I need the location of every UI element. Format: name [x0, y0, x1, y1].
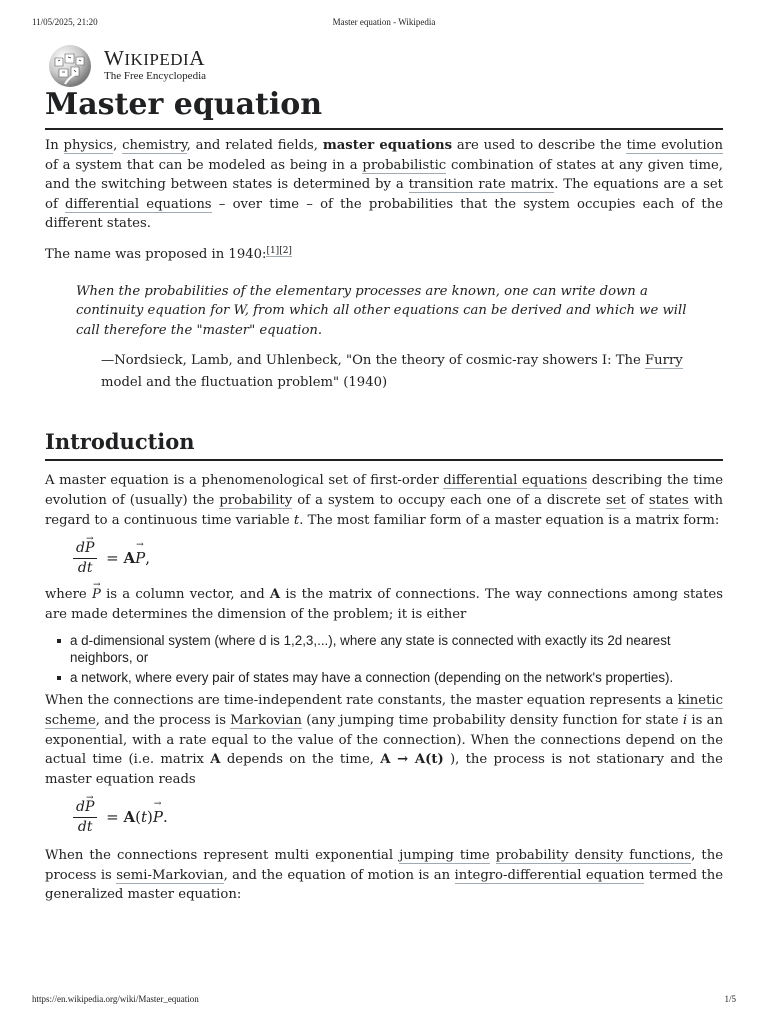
citation-refs — [266, 246, 292, 257]
link-differential-equations-2[interactable]: differential equations — [443, 473, 588, 489]
list-item: a d-dimensional system (where d is 1,2,3,...), where any state is connected with exactly its 2d nearest neighbors, or — [70, 632, 723, 666]
link-differential-equations[interactable]: differential equations — [65, 196, 212, 212]
equation-time-dependent: $\frac{d\to P}{dt}$ = A(t)→ P. — [73, 799, 723, 836]
article-content — [45, 40, 723, 905]
wikipedia-logo[interactable] — [45, 40, 723, 88]
list-item: a network, where every pair of states may have a connection (depending on the network's properties). — [70, 669, 723, 686]
blockquote — [76, 282, 692, 395]
citation-link-2[interactable]: [2] — [279, 245, 292, 256]
print-header — [32, 17, 736, 29]
wikipedia-globe-icon — [45, 44, 95, 88]
intro-paragraph-2: where → P is a column vector, and A is the matrix of connections. The way connections among states are made determines the dimension of the problem; it is either — [45, 585, 723, 624]
page-title: Master equation — [45, 86, 723, 130]
intro-paragraph-4: When the connections represent multi exponential jumping time probability density functions, the process is semi-Markovian, and the equation of motion is an integro-differential equation termed the generalized master equation: — [45, 848, 724, 903]
citation-link-1[interactable]: [1] — [266, 245, 280, 256]
link-probability[interactable]: probability — [219, 492, 293, 508]
print-page-number: 1/5 — [724, 994, 736, 1004]
quote-citation: —Nordsieck, Lamb, and Uhlenbeck, "On the theory of cosmic-ray showers I: The Furry model and the fluctuation problem" (1940) — [101, 353, 683, 391]
link-furry[interactable]: Furry — [645, 353, 683, 369]
link-probability-density-functions[interactable]: probability density functions — [495, 848, 692, 864]
name-paragraph: The name was proposed in 1940:[1][2] — [45, 245, 292, 262]
dimension-list — [45, 632, 723, 686]
link-time-evolution[interactable]: time evolution — [626, 138, 723, 153]
link-semi-markovian[interactable]: semi-Markovian — [116, 867, 224, 883]
quote-text: When the probabilities of the elementary processes are known, one can write down a continuity equation for W, from which all other equations can be derived and which we will call therefore the "master" equation. — [76, 283, 687, 338]
print-datetime: 11/05/2025, 21:20 — [32, 17, 98, 27]
intro-paragraph-3: When the connections are time-independent rate constants, the master equation represents a kinetic scheme, and the process is Markovian (any jumping time probability density function for state i is an exponential, with a rate equal to the value of the connection). When the connections depend on the actual time (i.e. matrix A depends on the time, A → A(t) ), the process is not stationary and the master equation reads — [45, 693, 724, 787]
equation-fraction: $\frac{d\to P}{dt}$ — [73, 799, 97, 836]
link-chemistry[interactable]: chemistry — [122, 138, 187, 153]
link-probabilistic[interactable]: probabilistic — [362, 157, 447, 173]
link-set[interactable]: set — [605, 492, 626, 508]
link-transition-rate-matrix[interactable]: transition rate matrix — [408, 177, 555, 193]
equation-fraction: $\frac{d\to P}{dt}$ — [73, 540, 97, 577]
print-footer — [32, 994, 736, 1006]
link-states[interactable]: states — [648, 492, 689, 508]
link-jumping-time[interactable]: jumping time — [399, 848, 490, 864]
bold-term: master equations — [322, 138, 453, 153]
link-physics[interactable]: physics — [63, 138, 114, 153]
section-heading-introduction: Introduction — [45, 428, 723, 461]
wikipedia-tagline: The Free Encyclopedia — [104, 70, 207, 82]
link-integro-differential-equation[interactable]: integro-differential equation — [454, 867, 645, 883]
lead-paragraph: In physics, chemistry, and related fields, master equations are used to describe the time evolution of a system that can be modeled as being in a probabilistic combination of states at any given time, and the switching between states is determined by a transition rate matrix. The equations are a set of differential equations – over time – of the probabilities that the system occupies each of the different states. — [45, 138, 724, 232]
intro-paragraph-1: A master equation is a phenomenological set of first-order differential equations describing the time evolution of (usually) the probability of a system to occupy each one of a discrete set of states with regard to a continuous time variable t. The most familiar form of a master equation is a matrix form: — [45, 473, 724, 528]
wikipedia-wordmark: WIKIPEDIA — [104, 46, 205, 70]
link-markovian[interactable]: Markovian — [230, 712, 302, 728]
print-url[interactable]: https://en.wikipedia.org/wiki/Master_equation — [32, 994, 199, 1004]
equation-matrix-form: $\frac{d\to P}{dt}$ = A→ P, — [73, 540, 723, 577]
print-page-title: Master equation - Wikipedia — [332, 17, 436, 27]
link-kinetic-scheme[interactable]: kinetic scheme — [45, 693, 723, 728]
